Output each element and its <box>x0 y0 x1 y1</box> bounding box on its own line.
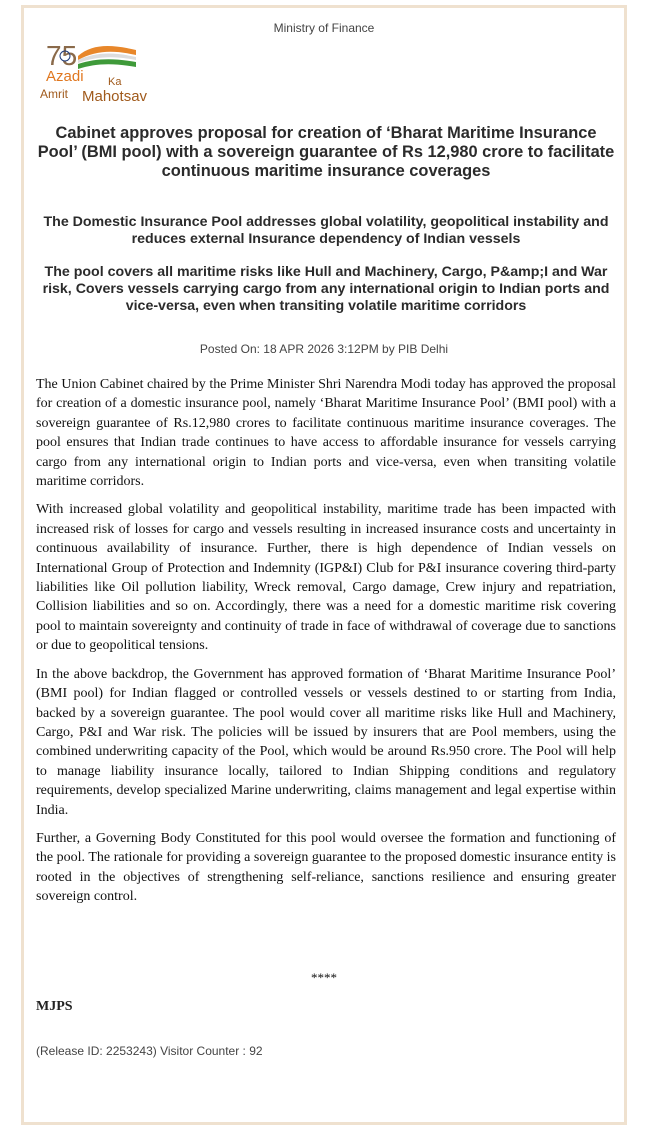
release-info: (Release ID: 2253243) Visitor Counter : 92 <box>36 1044 263 1058</box>
press-release-headline: Cabinet approves proposal for creation of ‘Bharat Maritime Insurance Pool’ (BMI pool) with a sovereign guarantee of Rs 12,980 crore to facilitate continuous maritime insurance coverages <box>37 124 615 180</box>
body-paragraph-4: Further, a Governing Body Constituted for this pool would oversee the formation and functioning of the pool. The rationale for providing a sovereign guarantee to the proposed domestic insurance entity is rooted in the objectives of strengthening self-reliance, sanctions resilience and ensuring greater sovereign control. <box>36 830 616 905</box>
azadi-ka-amrit-mahotsav-logo <box>40 38 170 108</box>
ministry-name: Ministry of Finance <box>273 21 375 35</box>
body-paragraph-3: In the above backdrop, the Government has approved formation of ‘Bharat Maritime Insurance Pool’ (BMI pool) for Indian flagged or controlled vessels or vessels destined to or starting from India, backed by a sovereign guarantee. The pool would cover all maritime risks like Hull and Machinery, Cargo, P&I and War risk. The policies will be issued by insurers that are Pool members, using the combined underwriting capacity of the Pool, which would be around Rs.950 crore. The Pool will help to manage liability insurance locally, tailored to Indian Shipping conditions and regulatory requirements, develop specialized Marine underwriting, claims management and legal expertise within India. <box>36 666 616 818</box>
logo-azadi: Azadi <box>46 68 84 85</box>
logo-green-stroke <box>78 59 136 69</box>
body-paragraph-1: The Union Cabinet chaired by the Prime Minister Shri Narendra Modi today has approved the proposal for creation of a domestic insurance pool, namely ‘Bharat Maritime Insurance Pool’ (BMI pool) with a sovereign guarantee of Rs.12,980 crores to facilitate continuous maritime insurance coverages. The pool ensures that Indian trade continues to have access to affordable insurance for vessels carrying cargo from any international origin to Indian ports and vice-versa, even when transiting volatile maritime corridors. <box>36 377 616 490</box>
release-body <box>36 375 616 916</box>
signoff-initials: MJPS <box>36 999 73 1014</box>
logo-mahotsav: Mahotsav <box>82 88 148 105</box>
logo-numeral: 75 <box>46 40 78 71</box>
subheading-2: The pool covers all maritime risks like Hull and Machinery, Cargo, P&amp;I and War risk, Covers vessels carrying cargo from any international origin to Indian ports and vice-versa, even when transiting volatile maritime corridors <box>42 264 610 314</box>
body-paragraph-2: With increased global volatility and geopolitical instability, maritime trade has been impacted with increased risk of losses for cargo and vessels resulting in increased insurance costs and uncertainty in continuous availability of insurance. Further, there is high dependence of Indian vessels on International Group of Protection and Indemnity (IGP&I) Club for P&I insurance covering third-party liabilities like Oil pollution liability, Wreck removal, Cargo damage, Crew injury and repatriation, Collision liabilities and so on. Accordingly, there was a need for a domestic maritime risk covering pool to maintain sovereignty and continuity of trade in face of withdrawal of coverage due to sanctions or due to geopolitical tensions. <box>36 502 616 654</box>
separator: **** <box>311 970 337 985</box>
logo-ka: Ka <box>108 76 122 88</box>
subheading-1: The Domestic Insurance Pool addresses global volatility, geopolitical instability and reduces external Insurance dependency of Indian vessels <box>43 214 609 247</box>
logo-amrit: Amrit <box>40 87 68 101</box>
posted-on: Posted On: 18 APR 2026 3:12PM by PIB Delhi <box>199 342 449 356</box>
